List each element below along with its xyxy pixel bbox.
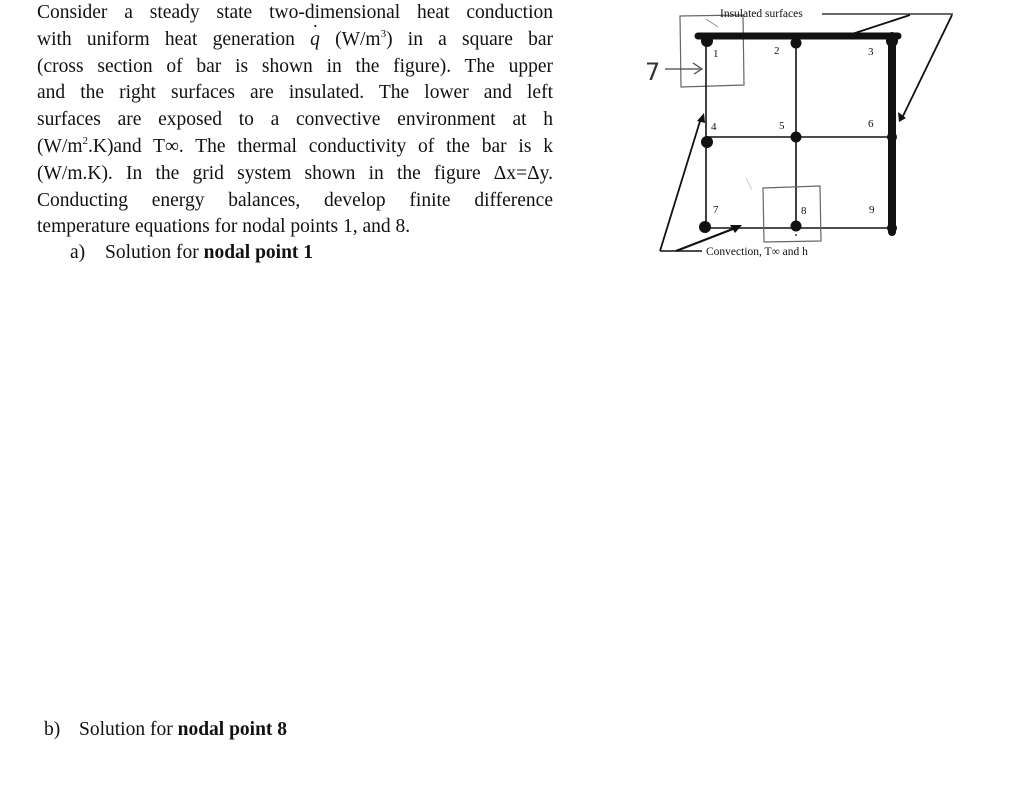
svg-text:7: 7 (713, 204, 719, 216)
problem-line-5: surfaces are exposed to a convective environment at h (37, 109, 553, 131)
problem-line-6: $(W/m^2.K)and$ T∞. The thermal conductivity of the bar is k (37, 134, 553, 157)
svg-text:4: 4 (711, 121, 717, 133)
pointer-arrow-right (903, 15, 952, 116)
part-a-heading: a) Solution for nodal point 1 (70, 240, 313, 266)
pointer-arrow-left (660, 118, 701, 251)
nodal-grid-diagram (640, 0, 960, 270)
part-b-target: nodal point 8 (177, 719, 288, 740)
handwritten-box-node1 (680, 15, 744, 87)
svg-text:5: 5 (779, 120, 785, 132)
svg-text:9: 9 (869, 204, 875, 216)
part-b-heading: b) Solution for nodal point 8 (44, 717, 287, 743)
heat-generation-symbol: ˙ q (310, 29, 320, 50)
problem-line-1: Consider a steady state two-dimensional heat conduction (37, 2, 553, 23)
grid-figure (640, 0, 960, 270)
problem-line-4: and the right surfaces are insulated. The lower and left (37, 82, 553, 104)
convection-label: Convection, T∞ and h (706, 246, 808, 258)
handwritten-mark: 7 (645, 58, 661, 86)
part-a-target: nodal point 1 (203, 242, 314, 263)
handwritten-arrow-icon (665, 63, 702, 74)
pointer-arrow-top (852, 15, 910, 34)
problem-line-7: (W/m.K). In the grid system shown in the figure Δx=Δy. (37, 162, 553, 184)
svg-text:2: 2 (774, 45, 780, 57)
node-labels (711, 45, 875, 217)
svg-text:1: 1 (713, 48, 719, 60)
part-a-label: a) (70, 242, 86, 263)
problem-line-2: with uniform heat generation ˙ q $(W/m^3)$ in a square bar (37, 27, 553, 54)
part-b-label: b) (44, 719, 61, 740)
svg-text:3: 3 (868, 46, 874, 58)
insulated-surfaces-label: Insulated surfaces (720, 8, 803, 20)
svg-text:6: 6 (868, 118, 874, 130)
problem-statement (37, 0, 553, 241)
problem-line-8: Conducting energy balances, develop finite difference (37, 189, 553, 211)
problem-line-9: temperature equations for nodal points 1, and 8. (37, 216, 411, 238)
svg-text:8: 8 (801, 205, 807, 217)
handwritten-box-node8 (763, 186, 821, 242)
problem-line-3: (cross section of bar is shown in the figure). The upper (37, 55, 553, 77)
